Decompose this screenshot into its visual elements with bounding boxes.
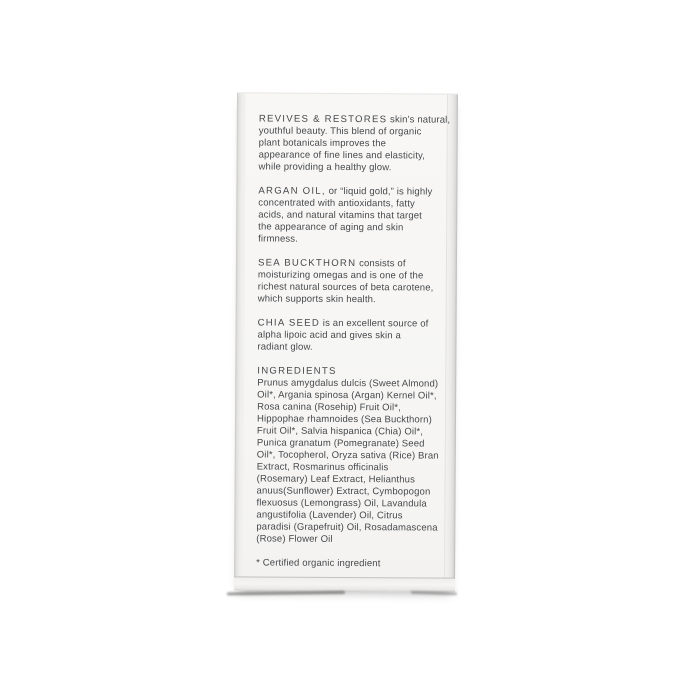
paragraph-body: is an excellent source of alpha lipoic acid and gives skin a radiant glow.	[257, 317, 429, 353]
description-paragraph-sea-buckthorn	[258, 257, 464, 306]
ingredients-section	[256, 365, 463, 546]
box-front-face	[243, 93, 451, 579]
ingredients-heading: INGREDIENTS	[257, 365, 337, 377]
description-paragraph-argan-oil	[258, 185, 464, 246]
panel-text	[256, 113, 465, 570]
certified-organic-footnote: * Certified organic ingredient	[256, 557, 381, 570]
paragraph-lead: SEA BUCKTHORN	[257, 257, 357, 270]
paragraph-lead: CHIA SEED	[257, 317, 321, 329]
paragraph-body: consists of moisturizing omegas and is one of the richest natural sources of beta carotene, which supports skin health.	[257, 258, 434, 306]
ingredients-list: Prunus amygdalus dulcis (Sweet Almond) Oil*, Argania spinosa (Argan) Kernel Oil*, Rosa canina (Rosehip) Fruit Oil*, Hippophae rhamnoides (Sea Buckthorn) Fruit Oil*, Salvia hispanica (Chia) Oil*, Punica granatum (Pomegranate) Seed Oil*, Tocopherol, Oryza sativa (Rice) Bran Extract, Rosmarinus officinalis (Rosemary) Leaf Extract, Helianthus anuus(Sunflower) Extract, Cymbopogon flexuosus (Lemongrass) Oil, Lavandula angustifolia (Lavender) Oil, Citrus paradisi (Grapefruit) Oil, Rosadamascena (Rose) Flower Oil	[256, 377, 439, 545]
paragraph-lead: ARGAN OIL,	[258, 185, 326, 197]
box-corner-shadow	[411, 591, 457, 595]
paragraph-body: skin’s natural, youthful beauty. This blend of organic plant botanicals improves the appearance of fine lines and elasticity, while providing a healthy glow.	[258, 114, 451, 174]
description-paragraph-revives	[259, 113, 465, 174]
box-bottom-shadow	[227, 591, 345, 596]
product-box-back-panel	[234, 92, 458, 591]
paragraph-lead: REVIVES & RESTORES	[258, 113, 388, 126]
description-paragraph-chia-seed	[257, 317, 463, 354]
paragraph-body: or “liquid gold,” is highly concentrated with antioxidants, fatty acids, and natural vitamins that target the appearance of aging and skin firmness.	[258, 185, 433, 245]
